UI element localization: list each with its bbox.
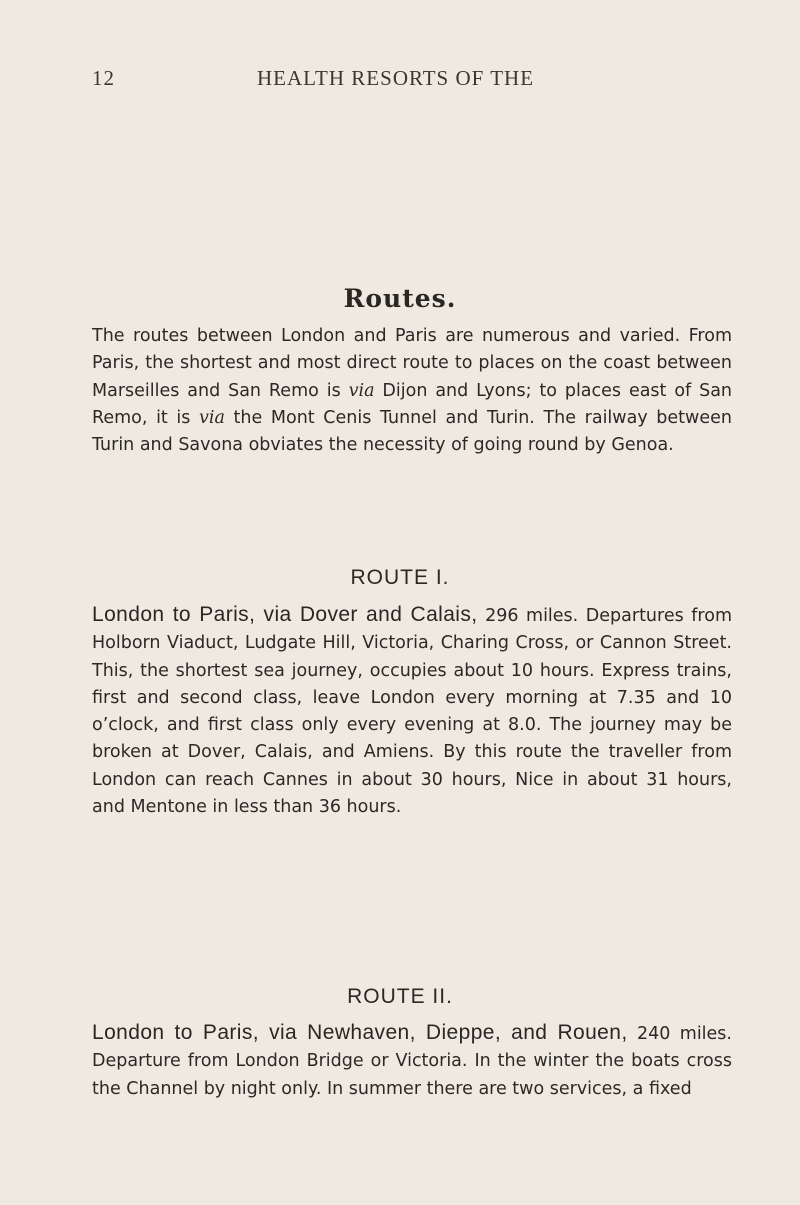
page-number: 12 (92, 66, 115, 90)
route-2-body: 240 miles. Departure from London Bridge or Victoria. In the winter the boats cross the Channel by night only. In summer there are two services, a fixed (92, 1024, 732, 1099)
intro-via-2: via (199, 407, 225, 428)
section-heading: Routes. (343, 284, 457, 313)
intro-paragraph (92, 323, 732, 459)
route-1-lead: London to Paris, via Dover and Calais, (92, 603, 478, 626)
route-1-heading: ROUTE I. (350, 566, 450, 589)
running-title: HEALTH RESORTS OF THE (257, 66, 535, 90)
intro-text-a: The routes between London and Paris are numerous and varied. From Paris, the shortest and most direct route to places on the coast between Marseilles and San Remo is (92, 326, 732, 401)
route-2-paragraph (92, 1019, 732, 1103)
route-1-body: 296 miles. Departures from Holborn Viaduct, Ludgate Hill, Victoria, Charing Cross, or Cannon Street. This, the shortest sea journey, occupies about 10 hours. Express trains, first and second class, leave London every morning at 7.35 and 10 o’clock, and first class only every evening at 8.0. The journey may be broken at Dover, Calais, and Amiens. By this route the traveller from London can reach Cannes in about 30 hours, Nice in about 31 hours, and Mentone in less than 36 hours. (92, 606, 732, 818)
route-2-lead: London to Paris, via Newhaven, Dieppe, and Rouen, (92, 1021, 628, 1044)
route-2-heading: ROUTE II. (347, 985, 453, 1008)
intro-text-b: Dijon and Lyons; to places east of San Remo, it is (92, 380, 733, 428)
intro-text-c: the Mont Cenis Tunnel and Turin. The railway between Turin and Savona obviates the necessity of going round by Genoa. (92, 407, 732, 456)
route-1-paragraph (92, 601, 732, 821)
intro-via-1: via (348, 380, 375, 401)
running-head (92, 66, 732, 96)
